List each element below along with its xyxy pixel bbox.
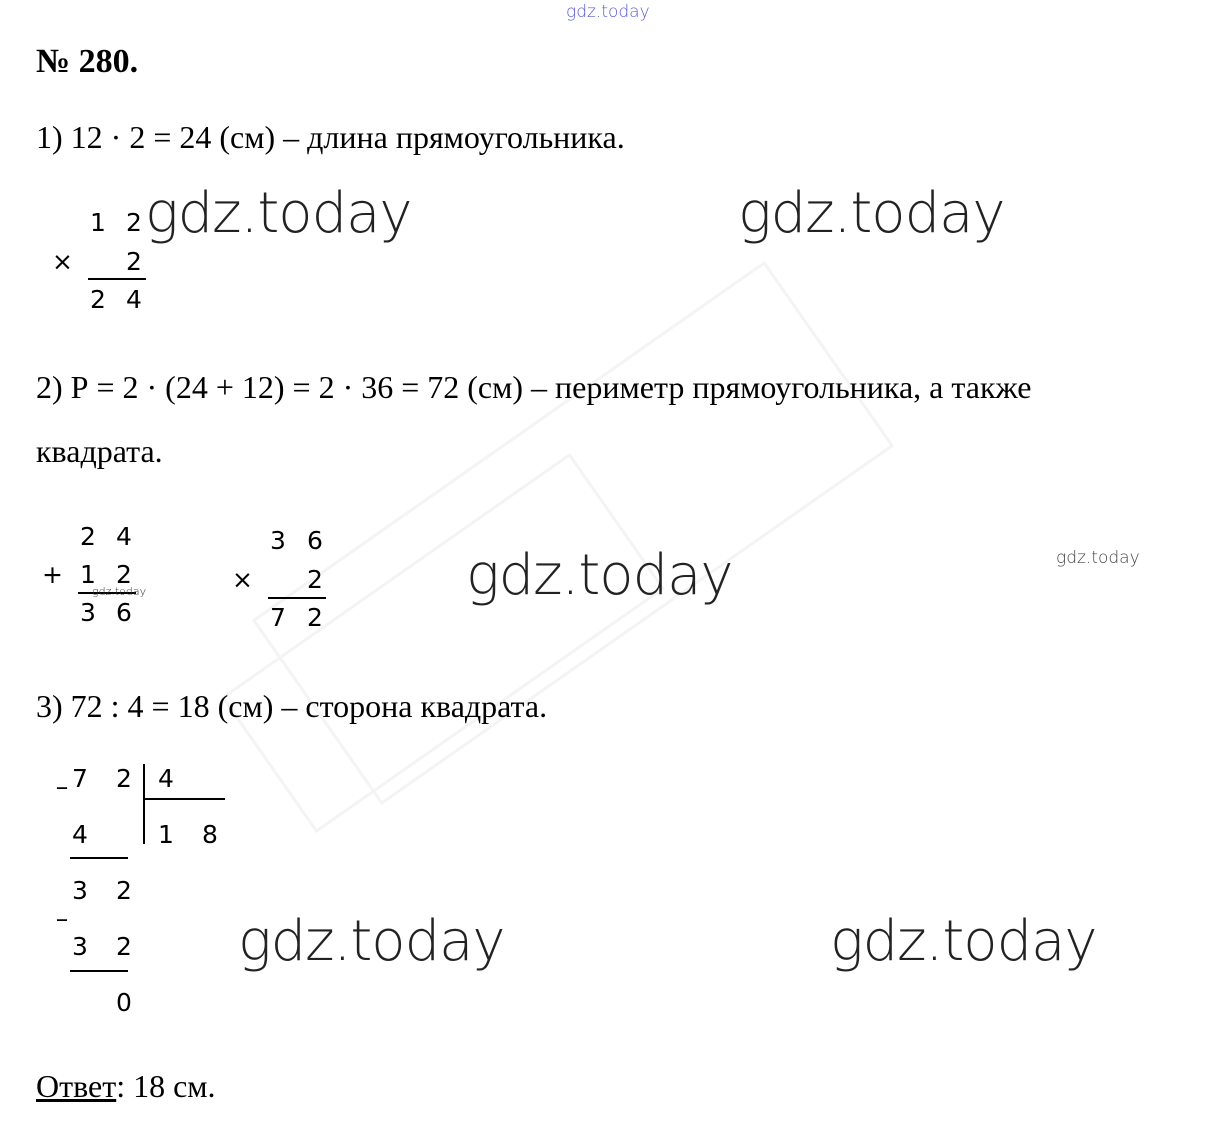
watermark-text: gdz.today (238, 909, 505, 974)
watermark-text: gdz.today (1056, 548, 1140, 568)
quotient-digit: 8 (202, 820, 218, 849)
digit: 2 (80, 522, 96, 551)
digit: 7 (270, 603, 286, 632)
watermark-text: gdz.today (466, 543, 733, 608)
digit: 2 (116, 560, 132, 589)
digit: 1 (80, 560, 96, 589)
multiply-sign: × (232, 565, 253, 594)
digit: 2 (126, 208, 142, 237)
result-line (268, 597, 326, 599)
division-bar-vertical (143, 764, 145, 844)
watermark-text: gdz.today (738, 181, 1005, 246)
watermark-text: gdz.today (92, 585, 147, 598)
header-watermark: gdz.today (566, 2, 650, 22)
digit: 2 (90, 285, 106, 314)
digit: 2 (307, 565, 323, 594)
minus-sign: – (55, 904, 69, 933)
answer (36, 1066, 216, 1106)
digit: 2 (126, 247, 142, 276)
digit: 4 (116, 522, 132, 551)
digit: 1 (90, 208, 106, 237)
digit: 4 (126, 285, 142, 314)
subtraction-line (70, 970, 128, 972)
digit: 3 (72, 932, 88, 961)
watermark-text: gdz.today (830, 909, 1097, 974)
subtraction-line (70, 857, 128, 859)
minus-sign: – (55, 772, 69, 801)
result-line (88, 278, 146, 280)
answer-value: : 18 см. (116, 1068, 216, 1104)
step-2-text-line-1: 2) Р = 2 · (24 + 12) = 2 · 36 = 72 (см) – периметр прямоугольника, а также (36, 369, 1032, 405)
digit: 2 (307, 603, 323, 632)
answer-label: Ответ (36, 1068, 117, 1104)
step-3-text: 3) 72 : 4 = 18 (см) – сторона квадрата. (36, 688, 548, 724)
digit: 4 (72, 820, 88, 849)
quotient-digit: 1 (158, 820, 174, 849)
digit: 2 (116, 764, 132, 793)
digit: 3 (270, 526, 286, 555)
digit: 2 (116, 932, 132, 961)
multiply-sign: × (52, 247, 73, 276)
step-1-text: 1) 12 · 2 = 24 (см) – длина прямоугольника. (36, 119, 625, 155)
division-bar-horizontal (143, 798, 225, 800)
digit: 6 (307, 526, 323, 555)
watermark-text: gdz.today (145, 181, 412, 246)
step-2-text-line-2: квадрата. (36, 433, 163, 469)
plus-sign: + (42, 560, 63, 589)
digit: 3 (80, 598, 96, 627)
digit: 3 (72, 876, 88, 905)
digit: 6 (116, 598, 132, 627)
digit: 2 (116, 876, 132, 905)
problem-number: № 280. (36, 43, 139, 80)
digit: 0 (116, 988, 132, 1017)
digit: 7 (72, 764, 88, 793)
divisor: 4 (158, 764, 174, 793)
